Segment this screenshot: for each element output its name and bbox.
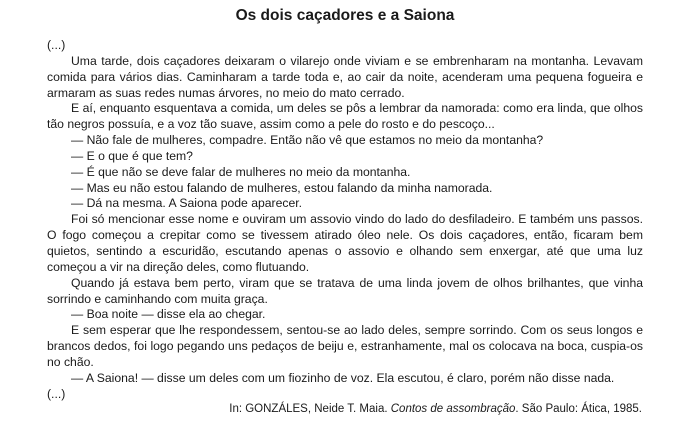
dialogue-line: — Mas eu não estou falando de mulheres, estou falando da minha namorada. — [71, 180, 493, 195]
ellipsis-start: (...) — [47, 38, 66, 52]
story-title: Os dois caçadores e a Saiona — [235, 7, 455, 24]
dialogue-line: — É que não se deve falar de mulheres no meio da montanha. — [71, 164, 411, 179]
paragraph: Uma tarde, dois caçadores deixaram o vilarejo onde viviam e se embrenharam na montanha. Levavam comida para vários dias. Caminharam a tarde toda e, ao cair da noite, acenderam uma pequena fogueira e armaram as suas redes numas árvores, no meio do mato cerrado. — [47, 53, 643, 100]
dialogue-line: — Boa noite — disse ela ao chegar. — [71, 307, 266, 322]
paragraph: E aí, enquanto esquentava a comida, um deles se pôs a lembrar da namorada: como era linda, que olhos tão negros possuía, e a voz tão suave, assim como a pele do rosto e do pescoço... — [47, 101, 643, 132]
citation-prefix: In: GONZÁLES, Neide T. Maia. — [229, 403, 388, 415]
story-body — [47, 38, 643, 402]
dialogue-line: — A Saiona! — disse um deles com um fiozinho de voz. Ela escutou, é claro, porém não disse nada. — [71, 370, 615, 385]
source-citation — [229, 402, 642, 417]
dialogue-line: — E o que é que tem? — [71, 148, 193, 163]
paragraph: E sem esperar que lhe respondessem, sentou-se ao lado deles, sempre sorrindo. Com os seus longos e brancos dedos, foi logo pegando uns pedaços de beiju e, estranhamente, mal os colocava na boca, cuspia-os no chão. — [47, 323, 643, 369]
citation-book-title: Contos de assombração — [390, 403, 516, 415]
dialogue-line: — Dá na mesma. A Saiona pode aparecer. — [71, 196, 303, 211]
paragraph: Quando já estava bem perto, viram que se tratava de uma linda jovem de olhos brilhantes, que vinha sorrindo e caminhando com muita graça. — [47, 275, 643, 306]
ellipsis-end: (...) — [47, 386, 66, 401]
paragraph: Foi só mencionar esse nome e ouviram um assovio vindo do lado do desfiladeiro. E também uns passos. O fogo começou a crepitar como se tivessem atirado óleo nele. Os dois caçadores, então, ficaram bem quietos, sentindo a escuridão, escutando apenas o assovio e olhando sem enxergar, até que uma luz começou a vir na direção deles, como flutuando. — [47, 212, 643, 274]
dialogue-line: — Não fale de mulheres, compadre. Então não vê que estamos no meio da montanha? — [71, 133, 544, 148]
citation-suffix: . São Paulo: Ática, 1985. — [515, 403, 642, 415]
